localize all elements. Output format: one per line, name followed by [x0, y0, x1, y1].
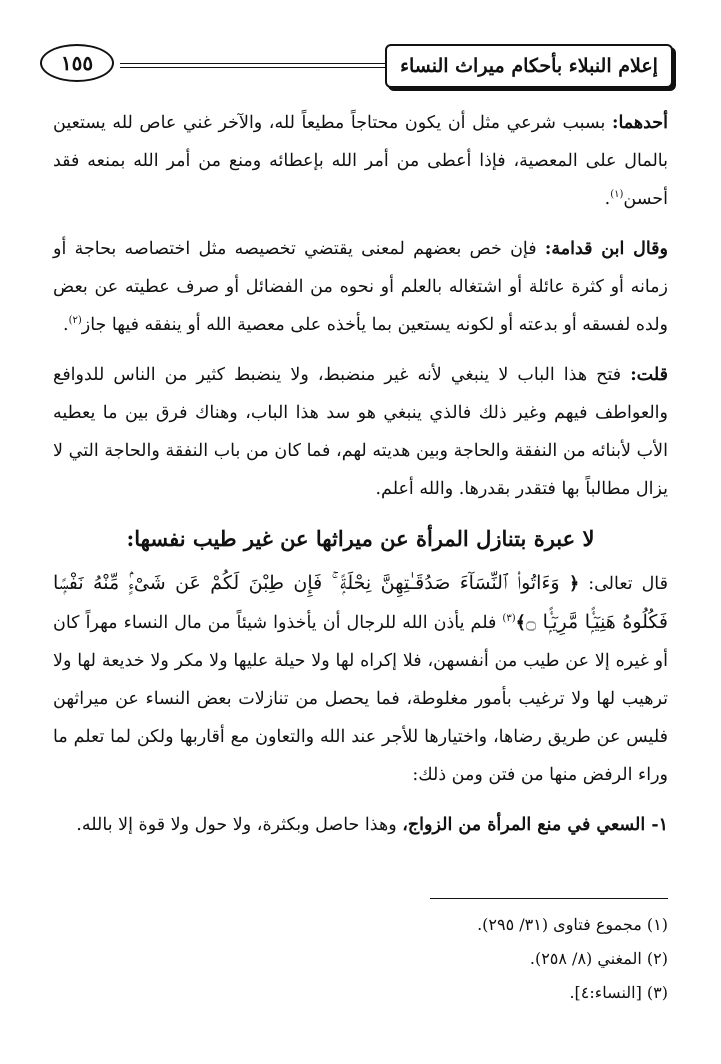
- paragraph-text: فلم يأذن الله للرجال أن يأخذوا شيئاً من مال النساء مهراً كان أو غيره إلا عن طيب من أنفسهن، فلا إكراه لها ولا حيلة عليها ولا مكر ولا خديعة لها ولا ترهيب لها ولا ترغيب بأمور مغلوطة، فما يحصل من تنازلات بعض النساء عن ميراثهن فليس عن طريق رضاها، واختيارها للأجر عند الله والتعاون مع أقاربها ولكن لما تعلم ما وراء الرفض منها من فتن ومن ذلك:: [53, 613, 668, 785]
- footnote-separator: [430, 898, 668, 899]
- header-rule: [120, 63, 392, 64]
- paragraph: [53, 230, 668, 344]
- paragraph: [53, 104, 668, 218]
- page-number: [40, 44, 114, 82]
- header-rule: [120, 67, 392, 68]
- paragraph-lead: ١- السعي في منع المرأة من الزواج،: [402, 815, 668, 835]
- running-title: [385, 44, 673, 88]
- page-number-text: ١٥٥: [60, 51, 94, 75]
- footnote: (١) مجموع فتاوى (٣١/ ٢٩٥).: [477, 915, 668, 934]
- paragraph: [53, 806, 668, 844]
- section-heading: لا عبرة بتنازل المرأة عن ميراثها عن غير طيب نفسها:: [126, 526, 595, 551]
- ayah-end-mark: ۝: [525, 613, 537, 633]
- footnote-ref[interactable]: (٢): [68, 315, 82, 327]
- footnote-ref[interactable]: (٣): [502, 613, 516, 625]
- footnote-ref[interactable]: (١): [610, 189, 624, 201]
- paragraph-lead: وقال ابن قدامة:: [544, 239, 668, 259]
- paragraph-text: فتح هذا الباب لا ينبغي لأنه غير منضبط، ولا ينضبط كثير من الناس للدوافع والعواطف فيهم وغير ذلك فالذي ينبغي هو سد هذا الباب، وهناك فرق بين ما يعطيه الأب لأبنائه من النفقة والحاجة وبين هديته لهم، فما كان من باب النفقة والحاجة التي لا يزال مطالباً بها فتقدر بقدرها. والله أعلم.: [53, 365, 668, 499]
- quran-verse: وَءَاتُوا۟ ٱلنِّسَآءَ صَدُقَـٰتِهِنَّ نِحْلَةًۭ ۚ فَإِن طِبْنَ لَكُمْ عَن شَىْءٍۢ مِّنْهُ نَفْسًۭا فَكُلُوهُ هَنِيٓـًۭٔا مَّرِيٓـًۭٔا: [53, 572, 668, 633]
- paragraph-text: وهذا حاصل وبكثرة، ولا حول ولا قوة إلا بالله.: [76, 815, 403, 835]
- paragraph-lead: قلت:: [630, 365, 668, 385]
- paragraph-text: بسبب شرعي مثل أن يكون محتاجاً مطيعاً لله، والآخر غني عاص لله يستعين بالمال على المعصية، فإذا أعطى من أمر الله بإعطائه ومنع من أمر الله بمنعه فقد أحسن: [53, 113, 668, 209]
- footnotes: [53, 908, 668, 1010]
- main-text: [53, 104, 668, 856]
- paragraph-text: فإن خص بعضهم لمعنى يقتضي تخصيصه مثل اختصاصه بحاجة أو زمانه أو كثرة عائلة أو اشتغاله بالعلم أو نحوه من الفضائل أو صرف عطيته عن بعض ولده لفسقه أو بدعته أو لكونه يستعين بما يأخذه على معصية الله أو ينفقه فيها جاز: [53, 239, 668, 335]
- paragraph-end: .: [63, 315, 69, 335]
- paragraph: [53, 356, 668, 508]
- verse-close-bracket: ﴾: [515, 613, 526, 633]
- paragraph-lead: أحدهما:: [611, 113, 668, 133]
- verse-open-bracket: ﴿: [568, 574, 580, 594]
- footnote: (٢) المغني (٨/ ٢٥٨).: [529, 949, 668, 968]
- paragraph: [53, 564, 668, 794]
- footnote: (٣) [النساء:٤].: [569, 983, 668, 1002]
- verse-intro: قال تعالى:: [579, 574, 669, 594]
- running-title-text: إعلام النبلاء بأحكام ميراث النساء: [400, 55, 658, 77]
- paragraph-end: .: [604, 189, 611, 209]
